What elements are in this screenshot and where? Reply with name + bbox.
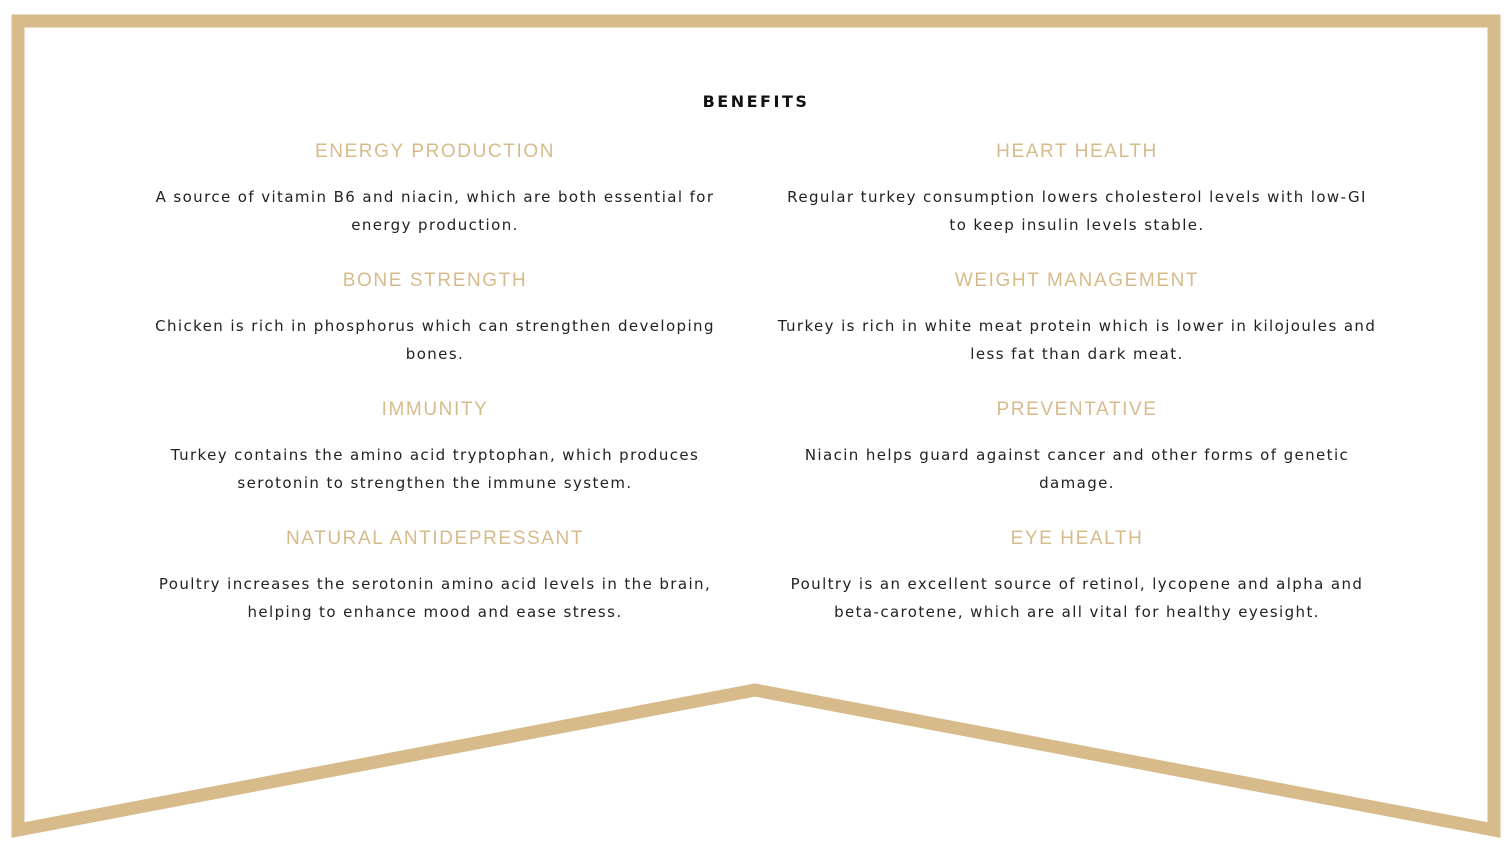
benefit-text: Poultry increases the serotonin amino acid levels in the brain, helping to enhance mood and ease stress. bbox=[158, 575, 712, 621]
benefit-immunity bbox=[135, 399, 735, 497]
benefit-heading: IMMUNITY bbox=[381, 399, 489, 420]
benefit-energy-production bbox=[135, 141, 735, 239]
benefit-heading: NATURAL ANTIDEPRESSANT bbox=[285, 528, 585, 549]
benefit-text: Regular turkey consumption lowers cholesterol levels with low-GI to keep insulin levels stable. bbox=[787, 188, 1367, 234]
benefit-text: Turkey is rich in white meat protein which is lower in kilojoules and less fat than dark meat. bbox=[777, 317, 1377, 363]
benefit-heading: BONE STRENGTH bbox=[342, 270, 528, 291]
benefit-heading: EYE HEALTH bbox=[1010, 528, 1144, 549]
benefit-preventative bbox=[777, 399, 1377, 497]
benefit-bone-strength bbox=[135, 270, 735, 368]
benefit-eye-health bbox=[777, 528, 1377, 626]
benefit-heading: PREVENTATIVE bbox=[996, 399, 1158, 420]
benefit-natural-antidepressant bbox=[135, 528, 735, 626]
benefit-weight-management bbox=[777, 270, 1377, 368]
section-title: BENEFITS bbox=[702, 92, 810, 111]
benefit-text: A source of vitamin B6 and niacin, which are both essential for energy production. bbox=[155, 188, 715, 234]
benefit-heading: HEART HEALTH bbox=[996, 141, 1158, 162]
benefit-heading: ENERGY PRODUCTION bbox=[314, 141, 556, 162]
benefit-text: Niacin helps guard against cancer and other forms of genetic damage. bbox=[804, 446, 1350, 492]
benefit-text: Chicken is rich in phosphorus which can strengthen developing bones. bbox=[155, 317, 715, 363]
benefit-text: Poultry is an excellent source of retinol, lycopene and alpha and beta-carotene, which are all vital for healthy eyesight. bbox=[790, 575, 1364, 621]
benefit-heart-health bbox=[777, 141, 1377, 239]
benefit-text: Turkey contains the amino acid tryptophan, which produces serotonin to strengthen the immune system. bbox=[170, 446, 700, 492]
benefit-heading: WEIGHT MANAGEMENT bbox=[954, 270, 1200, 291]
